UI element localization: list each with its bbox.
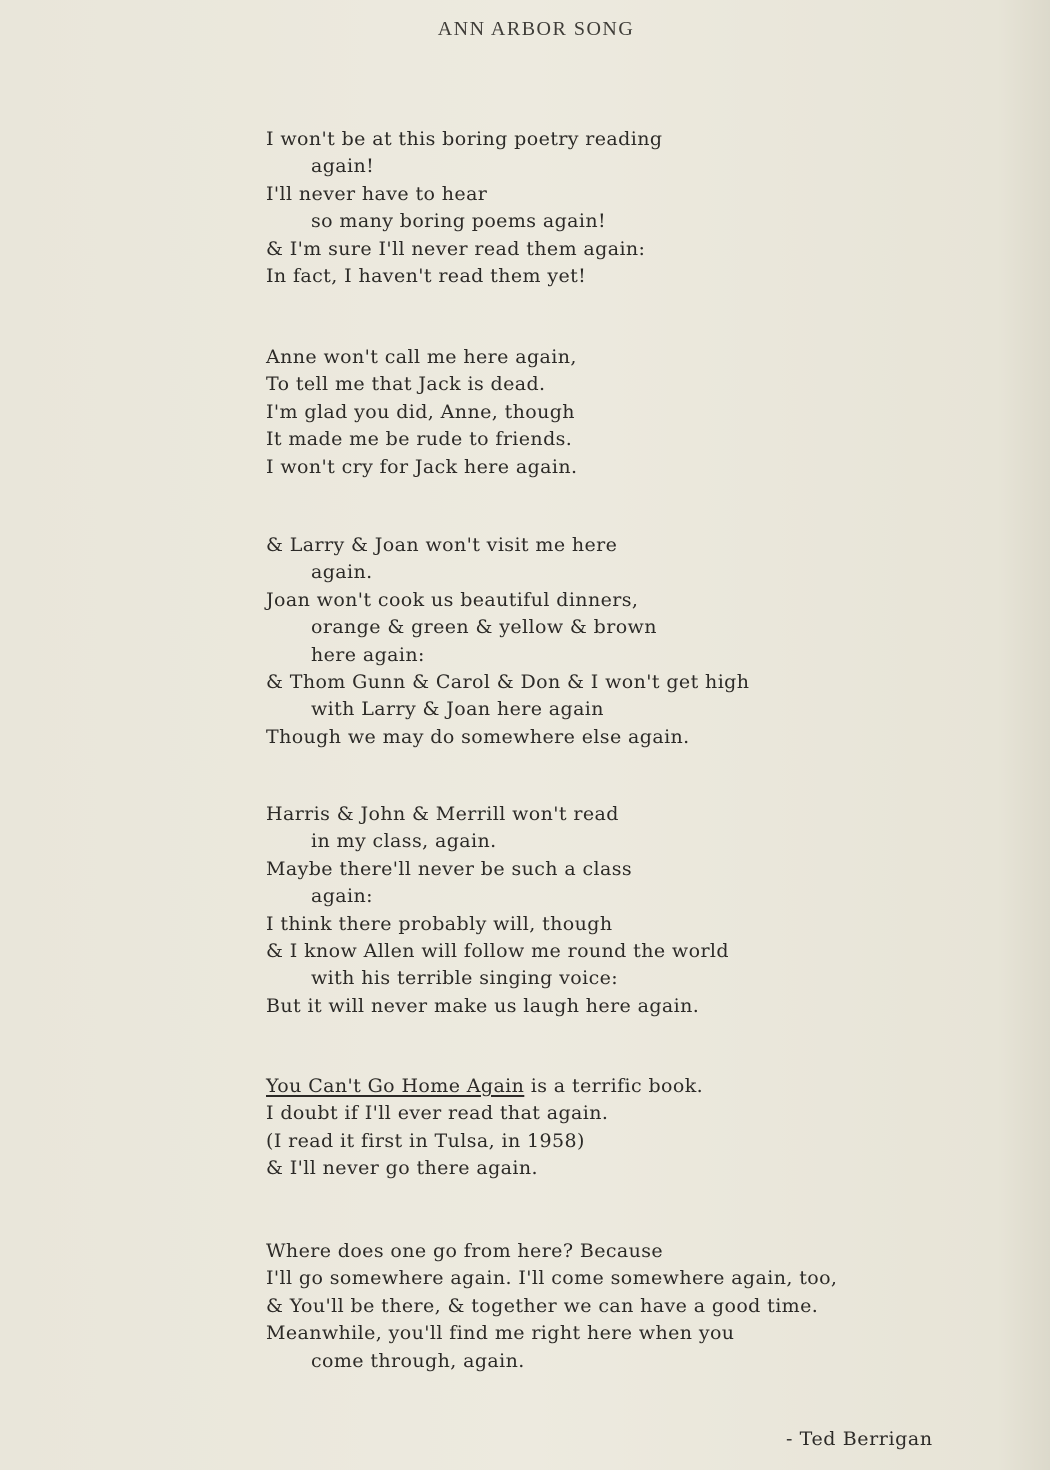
poem-line: It made me be rude to friends.	[266, 428, 573, 451]
poem-line: Joan won't cook us beautiful dinners,	[266, 588, 639, 611]
poem-line: again!	[311, 155, 375, 178]
stanza-2	[266, 344, 577, 481]
poem-line: I won't be at this boring poetry reading	[266, 128, 663, 150]
poem-line: I'm glad you did, Anne, though	[266, 400, 575, 423]
stanza-3	[266, 532, 749, 751]
poem-line: Maybe there'll never be such a class	[266, 857, 633, 880]
poem-line: In fact, I haven't read them yet!	[266, 264, 587, 287]
poem-line: again.	[311, 561, 373, 584]
poem-line: & Larry & Joan won't visit me here	[266, 534, 618, 556]
poem-line: I'll never have to hear	[266, 182, 488, 205]
poem-line: I'll go somewhere again. I'll come somewhere again, too,	[266, 1267, 838, 1290]
stanza-6	[266, 1238, 837, 1375]
poem-line: Harris & John & Merrill won't read	[266, 803, 619, 825]
poem-line: with his terrible singing voice:	[311, 967, 619, 990]
poem-line: I think there probably will, though	[266, 912, 613, 935]
poem-line: so many boring poems again!	[311, 210, 607, 233]
stanza-4	[266, 801, 729, 1020]
poem-line: orange & green & yellow & brown	[311, 616, 657, 639]
poem-line: I won't cry for Jack here again.	[266, 455, 578, 478]
poem-line	[266, 1073, 703, 1100]
poem-line: again:	[311, 885, 373, 908]
poem-line: I doubt if I'll ever read that again.	[266, 1102, 609, 1125]
poem-line: Though we may do somewhere else again.	[266, 725, 690, 748]
stanza-1	[266, 126, 662, 290]
poem-line: & I know Allen will follow me round the world	[266, 939, 729, 962]
poem-line: Anne won't call me here again,	[266, 346, 577, 368]
poem-line: in my class, again.	[311, 830, 497, 853]
poem-line: & I'm sure I'll never read them again:	[266, 237, 646, 260]
book-line-rest: is a terrific book.	[524, 1075, 704, 1097]
poem-line: & You'll be there, & together we can have a good time.	[266, 1294, 819, 1317]
poem-line: But it will never make us laugh here again.	[266, 994, 700, 1017]
poem-line: with Larry & Joan here again	[311, 698, 604, 721]
poem-line: come through, again.	[311, 1349, 525, 1372]
poem-line: Where does one go from here? Because	[266, 1240, 664, 1262]
poem-line: (I read it first in Tulsa, in 1958)	[266, 1129, 585, 1152]
poem-line: Meanwhile, you'll find me right here when you	[266, 1322, 735, 1345]
stanza-5	[266, 1073, 703, 1183]
author-signature: - Ted Berrigan	[786, 1428, 933, 1450]
poem-line: To tell me that Jack is dead.	[266, 373, 546, 396]
poem-line: & I'll never go there again.	[266, 1157, 538, 1180]
poem-line: & Thom Gunn & Carol & Don & I won't get high	[266, 670, 750, 693]
poem-title: ANN ARBOR SONG	[437, 18, 635, 40]
book-title: You Can't Go Home Again	[266, 1075, 525, 1097]
poem-line: here again:	[311, 643, 425, 666]
